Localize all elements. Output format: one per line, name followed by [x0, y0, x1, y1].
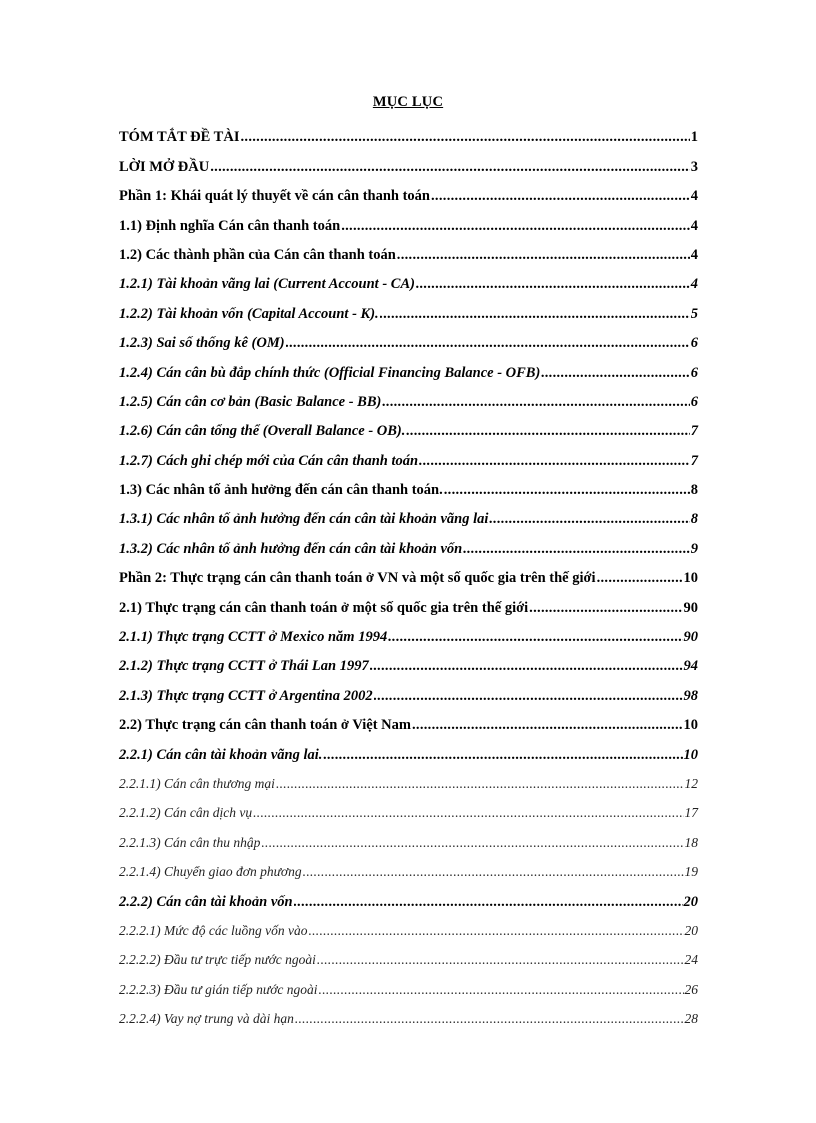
- toc-entry[interactable]: [119, 823, 698, 852]
- toc-entry-text: 1.3.2) Các nhân tố ảnh hưởng đến cán cân tài khoản vốn: [119, 540, 463, 557]
- toc-entry[interactable]: [119, 294, 698, 323]
- dot-leader: [261, 833, 683, 853]
- dot-leader: [382, 392, 689, 412]
- toc-entry-page-number: 9: [690, 540, 698, 557]
- dot-leader: [319, 980, 684, 1000]
- toc-entry[interactable]: [119, 412, 698, 441]
- toc-entry-page-number: 20: [683, 893, 698, 910]
- dot-leader: [529, 598, 682, 618]
- toc-entry[interactable]: [119, 882, 698, 911]
- dot-leader: [240, 127, 689, 147]
- dot-leader: [406, 421, 689, 441]
- dot-leader: [370, 656, 683, 676]
- toc-entry[interactable]: [119, 471, 698, 500]
- toc-entry[interactable]: [119, 353, 698, 382]
- dot-leader: [388, 627, 682, 647]
- toc-entry-page-number: 90: [683, 629, 698, 646]
- dot-leader: [308, 921, 683, 941]
- toc-entry[interactable]: [119, 147, 698, 176]
- dot-leader: [303, 862, 684, 882]
- toc-entry[interactable]: [119, 236, 698, 265]
- toc-entry-text: 1.2.2) Tài khoản vốn (Capital Account - K).: [119, 305, 379, 322]
- toc-entry[interactable]: [119, 941, 698, 970]
- toc-entry-text: 1.2.4) Cán cân bù đắp chính thức (Official Financing Balance - OFB): [119, 364, 541, 381]
- toc-entry-page-number: 4: [690, 246, 698, 263]
- toc-entry[interactable]: [119, 500, 698, 529]
- toc-entry[interactable]: [119, 324, 698, 353]
- dot-leader: [295, 1009, 684, 1029]
- toc-list: [119, 118, 698, 1029]
- toc-entry[interactable]: [119, 177, 698, 206]
- toc-entry-text: 1.2.5) Cán cân cơ bản (Basic Balance - BB): [119, 393, 382, 410]
- toc-entry-page-number: 18: [684, 834, 698, 850]
- toc-entry-text: 2.2.1.1) Cán cân thương mại: [119, 775, 275, 791]
- dot-leader: [419, 451, 690, 471]
- toc-entry-text: 2.1) Thực trạng cán cân thanh toán ở một số quốc gia trên thế giới: [119, 599, 529, 616]
- toc-entry-page-number: 10: [683, 746, 698, 763]
- toc-entry-page-number: 98: [683, 687, 698, 704]
- toc-entry[interactable]: [119, 765, 698, 794]
- dot-leader: [380, 304, 690, 324]
- toc-entry-text: 1.2.1) Tài khoản vãng lai (Current Account - CA): [119, 276, 415, 293]
- dot-leader: [541, 363, 689, 383]
- dot-leader: [431, 186, 690, 206]
- toc-entry[interactable]: [119, 529, 698, 558]
- toc-entry[interactable]: [119, 588, 698, 617]
- toc-entry[interactable]: [119, 559, 698, 588]
- toc-entry-text: LỜI MỞ ĐẦU: [119, 158, 210, 175]
- toc-entry-page-number: 6: [690, 335, 698, 352]
- toc-entry-page-number: 8: [690, 482, 698, 499]
- dot-leader: [412, 715, 683, 735]
- toc-entry[interactable]: [119, 676, 698, 705]
- toc-entry-text: 2.2.2.4) Vay nợ trung và dài hạn: [119, 1011, 294, 1027]
- toc-title: MỤC LỤC: [372, 94, 444, 110]
- toc-entry-text: 2.2) Thực trạng cán cân thanh toán ở Việt Nam: [119, 717, 411, 734]
- toc-entry-page-number: 6: [690, 364, 698, 381]
- dot-leader: [489, 509, 689, 529]
- dot-leader: [374, 686, 683, 706]
- dot-leader: [286, 333, 690, 353]
- dot-leader: [444, 480, 690, 500]
- toc-entry[interactable]: [119, 735, 698, 764]
- toc-entry[interactable]: [119, 383, 698, 412]
- toc-entry-page-number: 4: [690, 217, 698, 234]
- toc-entry-page-number: 12: [684, 775, 698, 791]
- toc-entry[interactable]: [119, 912, 698, 941]
- toc-entry-page-number: 26: [684, 981, 698, 997]
- toc-entry-text: 2.1.1) Thực trạng CCTT ở Mexico năm 1994: [119, 629, 388, 646]
- toc-entry-page-number: 3: [690, 158, 698, 175]
- toc-entry-text: 2.1.2) Thực trạng CCTT ở Thái Lan 1997: [119, 658, 369, 675]
- toc-entry-page-number: 8: [690, 511, 698, 528]
- dot-leader: [597, 568, 683, 588]
- dot-leader: [463, 539, 690, 559]
- toc-entry[interactable]: [119, 647, 698, 676]
- toc-entry[interactable]: [119, 970, 698, 999]
- toc-entry[interactable]: [119, 265, 698, 294]
- dot-leader: [341, 216, 690, 236]
- toc-entry-text: 2.2.2.3) Đầu tư gián tiếp nước ngoài: [119, 981, 318, 997]
- toc-entry-text: 1.2) Các thành phần của Cán cân thanh toán: [119, 246, 396, 263]
- toc-entry[interactable]: [119, 853, 698, 882]
- dot-leader: [276, 774, 684, 794]
- toc-entry-text: 2.2.2) Cán cân tài khoản vốn: [119, 893, 293, 910]
- toc-entry-text: 2.2.1.3) Cán cân thu nhập: [119, 834, 261, 850]
- dot-leader: [210, 157, 690, 177]
- dot-leader: [397, 245, 690, 265]
- toc-entry-page-number: 28: [684, 1011, 698, 1027]
- toc-entry-page-number: 5: [690, 305, 698, 322]
- toc-entry-page-number: 94: [683, 658, 698, 675]
- toc-entry-page-number: 1: [690, 129, 698, 146]
- toc-entry[interactable]: [119, 706, 698, 735]
- toc-entry-page-number: 90: [683, 599, 698, 616]
- toc-entry-page-number: 10: [683, 570, 698, 587]
- toc-entry-text: 1.3) Các nhân tố ảnh hưởng đến cán cân thanh toán.: [119, 482, 443, 499]
- toc-entry-page-number: 6: [690, 393, 698, 410]
- dot-leader: [253, 803, 683, 823]
- toc-entry-page-number: 20: [684, 922, 698, 938]
- toc-entry-text: 2.2.2.2) Đầu tư trực tiếp nước ngoài: [119, 952, 316, 968]
- toc-entry[interactable]: [119, 206, 698, 235]
- toc-entry-text: 1.2.6) Cán cân tổng thể (Overall Balance - OB).: [119, 423, 406, 440]
- toc-entry-page-number: 17: [684, 805, 698, 821]
- toc-entry-text: 2.2.1) Cán cân tài khoản vãng lai.: [119, 746, 323, 763]
- toc-entry-text: TÓM TẮT ĐỀ TÀI: [119, 129, 240, 146]
- toc-entry-text: 1.3.1) Các nhân tố ảnh hưởng đến cán cân tài khoản vãng lai: [119, 511, 489, 528]
- toc-entry[interactable]: [119, 118, 698, 147]
- toc-entry[interactable]: [119, 441, 698, 470]
- toc-entry-text: 2.2.2.1) Mức độ các luồng vốn vào: [119, 922, 308, 938]
- toc-entry-text: Phần 2: Thực trạng cán cân thanh toán ở VN và một số quốc gia trên thế giới: [119, 570, 596, 587]
- toc-entry-text: 1.1) Định nghĩa Cán cân thanh toán: [119, 217, 341, 234]
- toc-entry-page-number: 19: [684, 864, 698, 880]
- dot-leader: [317, 950, 684, 970]
- toc-entry-page-number: 4: [690, 276, 698, 293]
- dot-leader: [416, 274, 690, 294]
- toc-entry-page-number: 4: [690, 188, 698, 205]
- toc-entry-page-number: 7: [690, 452, 698, 469]
- dot-leader: [294, 892, 683, 912]
- toc-entry-page-number: 24: [684, 952, 698, 968]
- toc-entry-text: Phần 1: Khái quát lý thuyết về cán cân thanh toán: [119, 188, 430, 205]
- toc-entry-page-number: 7: [690, 423, 698, 440]
- toc-entry-text: 2.2.1.4) Chuyển giao đơn phương: [119, 864, 302, 880]
- toc-entry[interactable]: [119, 618, 698, 647]
- dot-leader: [323, 745, 682, 765]
- toc-entry[interactable]: [119, 1000, 698, 1029]
- toc-entry-text: 2.2.1.2) Cán cân dịch vụ: [119, 805, 253, 821]
- toc-entry-text: 1.2.7) Cách ghi chép mới của Cán cân thanh toán: [119, 452, 419, 469]
- toc-entry-text: 1.2.3) Sai số thống kê (OM): [119, 335, 285, 352]
- toc-entry-page-number: 10: [683, 717, 698, 734]
- toc-entry-text: 2.1.3) Thực trạng CCTT ở Argentina 2002: [119, 687, 373, 704]
- toc-entry[interactable]: [119, 794, 698, 823]
